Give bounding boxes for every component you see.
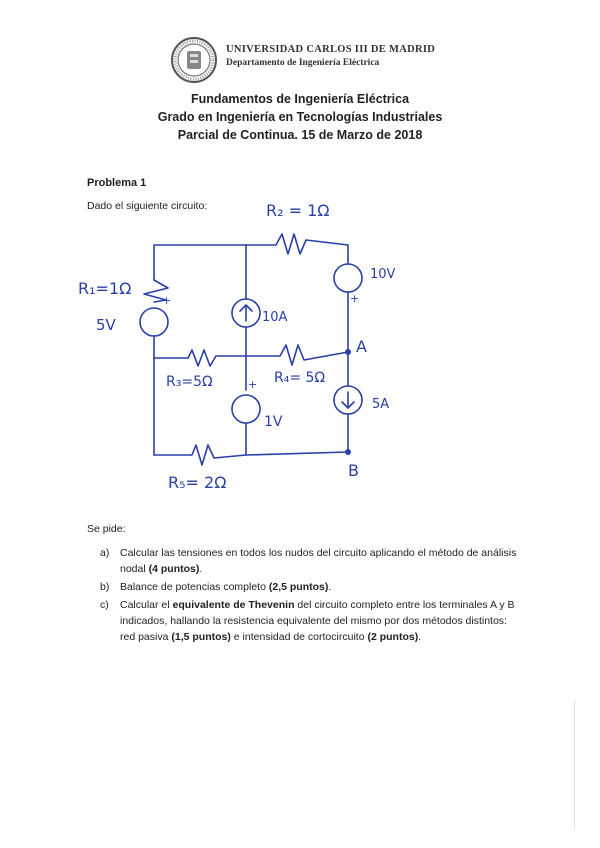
course-title: Fundamentos de Ingeniería Eléctrica	[190, 92, 410, 106]
task-a-text: Calcular las tensiones en todos los nudos del circuito aplicando el método de análisis nodal	[120, 547, 517, 575]
r1-label: R₁=1Ω	[78, 279, 132, 298]
university-seal-icon	[170, 36, 218, 84]
r2-label: R₂ = 1Ω	[266, 201, 330, 220]
task-a-label: a)	[100, 547, 110, 559]
university-header	[170, 36, 470, 86]
scan-edge-divider	[574, 700, 575, 830]
task-b	[100, 579, 520, 595]
task-c-mid: del circuito completo entre los terminales A y B indicados, hallando la resistencia equivalente del mismo por dos métodos distintos: red pasiva	[120, 599, 515, 643]
task-c-mid2: e intensidad de cortocircuito	[230, 631, 368, 643]
v1-plus: +	[248, 378, 258, 391]
task-c	[100, 597, 520, 645]
task-c-pre: Calcular el	[120, 599, 173, 611]
arrow-5a-icon	[342, 392, 354, 408]
exam-titles	[0, 90, 600, 144]
task-c-points-2: (2 puntos)	[367, 631, 419, 643]
v10-plus: +	[350, 292, 360, 305]
i5-label: 5A	[372, 397, 390, 412]
task-b-end: .	[328, 581, 332, 593]
task-b-label: b)	[100, 581, 110, 593]
r5-resistor	[154, 445, 348, 465]
v10-label: 10V	[370, 267, 396, 282]
node-b-dot	[345, 449, 351, 455]
node-a-label: A	[356, 337, 367, 356]
r4-resistor	[246, 345, 348, 365]
task-b-points: (2,5 puntos)	[268, 581, 329, 593]
task-list	[100, 545, 520, 647]
tasks-intro: Se pide:	[87, 523, 126, 535]
task-c-label: c)	[100, 599, 109, 611]
task-b-text: Balance de potencias completo	[120, 581, 269, 593]
degree-title: Grado en Ingeniería en Tecnologías Industriales	[157, 110, 443, 124]
r4-label: R₄= 5Ω	[274, 370, 326, 386]
r5-label: R₅= 2Ω	[168, 473, 227, 492]
problem-intro: Dado el siguiente circuito:	[87, 200, 208, 212]
source-10v	[334, 264, 362, 292]
task-a	[100, 545, 520, 577]
exam-title: Parcial de Continua. 15 de Marzo de 2018	[177, 128, 423, 142]
v1-label: 1V	[264, 414, 283, 430]
task-c-bold: equivalente de Thevenin	[172, 599, 295, 611]
source-1v	[232, 395, 260, 423]
task-a-end: .	[199, 563, 203, 575]
r3-resistor	[154, 350, 246, 366]
department-name: Departamento de Ingeniería Eléctrica	[226, 58, 380, 68]
task-a-points: (4 puntos)	[148, 563, 200, 575]
node-a-dot	[345, 349, 351, 355]
i10-label: 10A	[262, 310, 288, 325]
arrow-10a-icon	[240, 305, 252, 321]
university-name: UNIVERSIDAD CARLOS III DE MADRID	[226, 44, 436, 55]
r3-label: R₃=5Ω	[166, 374, 213, 390]
node-b-label: B	[348, 461, 359, 480]
v5-plus: +	[162, 294, 172, 307]
problem-heading: Problema 1	[87, 177, 147, 189]
v5-label: 5V	[96, 316, 116, 334]
task-c-points-1: (1,5 puntos)	[171, 631, 231, 643]
task-c-end: .	[418, 631, 422, 643]
source-5v	[140, 308, 168, 336]
top-wire	[154, 234, 348, 254]
circuit-diagram	[70, 190, 430, 500]
